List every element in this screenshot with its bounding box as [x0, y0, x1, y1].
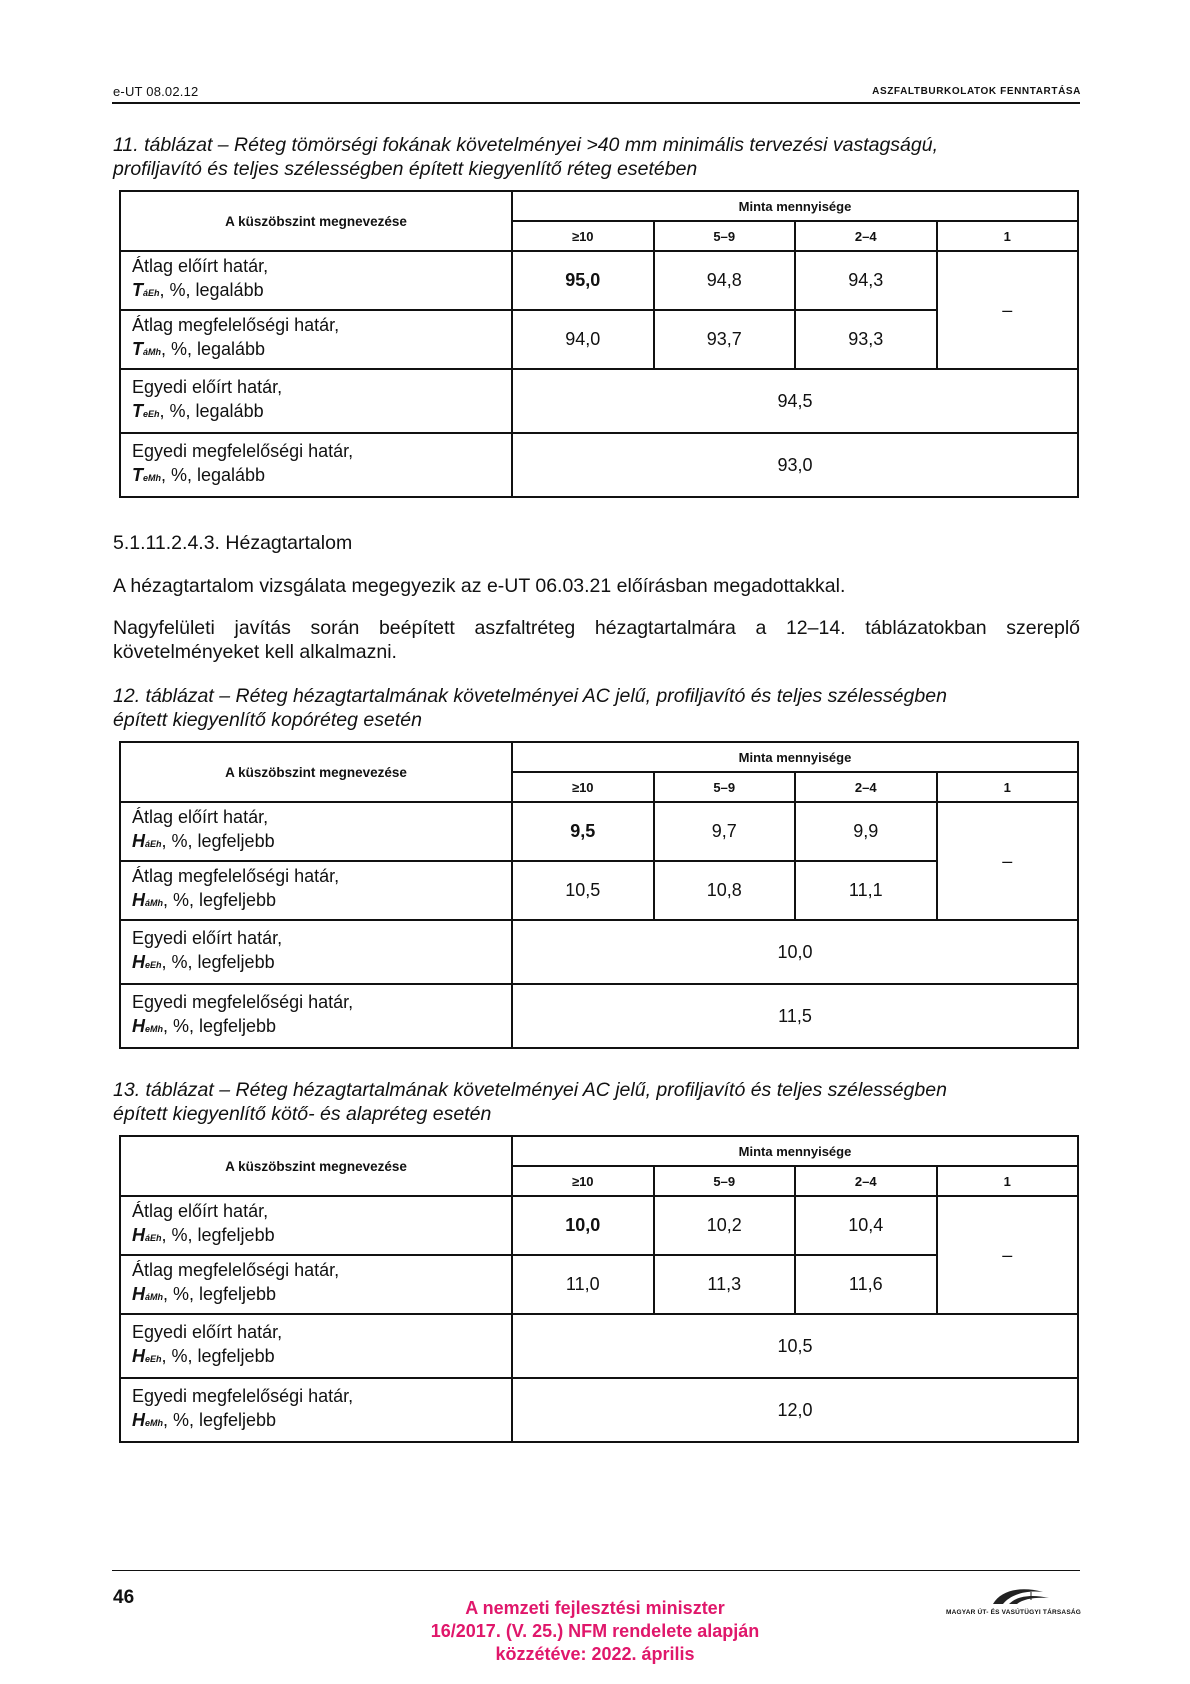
- col-header: 1: [937, 1166, 1079, 1196]
- col-header: 1: [937, 772, 1079, 802]
- table-cell: 12,0: [512, 1378, 1078, 1442]
- table-cell: 11,3: [654, 1255, 796, 1314]
- table-11: [119, 190, 1079, 498]
- row-label: Egyedi előírt határ, HeEh, %, legfeljebb: [120, 920, 512, 984]
- row-label: Átlag megfelelőségi határ, TáMh, %, legalább: [120, 310, 512, 369]
- caption-line: 12. táblázat – Réteg hézagtartalmának követelményei AC jelű, profiljavító és teljes szélességben: [113, 685, 947, 707]
- table-row: [120, 1255, 1078, 1314]
- name-header: A küszöbszint megnevezése: [120, 191, 512, 251]
- dash-cell: –: [937, 1196, 1079, 1314]
- paragraph: A hézagtartalom vizsgálata megegyezik az e-UT 06.03.21 előírásban megadottakkal.: [113, 575, 846, 597]
- row-label: Átlag megfelelőségi határ, HáMh, %, legfeljebb: [120, 1255, 512, 1314]
- table-11-caption: [113, 133, 1073, 181]
- table-row: [120, 310, 1078, 369]
- table-row: [120, 861, 1078, 920]
- table-row: [120, 1378, 1078, 1442]
- row-label: Átlag előírt határ, HáEh, %, legfeljebb: [120, 802, 512, 861]
- table-cell: 10,2: [654, 1196, 796, 1255]
- table-cell: 94,8: [654, 251, 796, 310]
- group-header: Minta mennyisége: [512, 742, 1078, 772]
- col-header: 2–4: [795, 1166, 937, 1196]
- table-cell: 11,5: [512, 984, 1078, 1048]
- row-label: Egyedi előírt határ, TeEh, %, legalább: [120, 369, 512, 433]
- table-cell: 11,0: [512, 1255, 654, 1314]
- table-cell: 10,0: [512, 920, 1078, 984]
- col-header: ≥10: [512, 1166, 654, 1196]
- col-header: 2–4: [795, 221, 937, 251]
- footer-divider: [112, 1570, 1080, 1571]
- society-logo: [931, 1578, 1081, 1618]
- row-label: Egyedi megfelelőségi határ, TeMh, %, legalább: [120, 433, 512, 497]
- table-cell: 94,0: [512, 310, 654, 369]
- name-header: A küszöbszint megnevezése: [120, 1136, 512, 1196]
- dash-cell: –: [937, 802, 1079, 920]
- table-row: [120, 920, 1078, 984]
- col-header: 5–9: [654, 221, 796, 251]
- table-cell: 10,5: [512, 861, 654, 920]
- col-header: 2–4: [795, 772, 937, 802]
- row-label: Átlag megfelelőségi határ, HáMh, %, legfeljebb: [120, 861, 512, 920]
- section-heading: 5.1.11.2.4.3. Hézagtartalom: [113, 532, 353, 554]
- table-cell: 9,5: [512, 802, 654, 861]
- row-label: Egyedi előírt határ, HeEh, %, legfeljebb: [120, 1314, 512, 1378]
- table-cell: 11,1: [795, 861, 937, 920]
- table-row: [120, 369, 1078, 433]
- name-header: A küszöbszint megnevezése: [120, 742, 512, 802]
- table-cell: 93,0: [512, 433, 1078, 497]
- col-header: ≥10: [512, 221, 654, 251]
- caption-line: profiljavító és teljes szélességben épített kiegyenlítő réteg esetében: [113, 158, 698, 180]
- group-header: Minta mennyisége: [512, 191, 1078, 221]
- row-label: Átlag előírt határ, HáEh, %, legfeljebb: [120, 1196, 512, 1255]
- table-12-caption: [113, 684, 1073, 732]
- table-13: [119, 1135, 1079, 1443]
- publication-note-line: közzétéve: 2022. április: [495, 1644, 695, 1664]
- table-cell: 94,3: [795, 251, 937, 310]
- row-label: Egyedi megfelelőségi határ, HeMh, %, legfeljebb: [120, 984, 512, 1048]
- caption-line: 11. táblázat – Réteg tömörségi fokának követelményei >40 mm minimális tervezési vastagságú,: [113, 134, 938, 156]
- publication-note-line: 16/2017. (V. 25.) NFM rendelete alapján: [430, 1621, 760, 1641]
- page-number: 46: [113, 1587, 135, 1608]
- table-row: [120, 1314, 1078, 1378]
- publication-note-line: A nemzeti fejlesztési miniszter: [465, 1598, 725, 1618]
- row-label: Átlag előírt határ, TáEh, %, legalább: [120, 251, 512, 310]
- table-cell: 10,4: [795, 1196, 937, 1255]
- table-row: [120, 802, 1078, 861]
- col-header: 5–9: [654, 772, 796, 802]
- row-label: Egyedi megfelelőségi határ, HeMh, %, legfeljebb: [120, 1378, 512, 1442]
- table-cell: 9,7: [654, 802, 796, 861]
- table-cell: 10,8: [654, 861, 796, 920]
- dash-cell: –: [937, 251, 1079, 369]
- caption-line: épített kiegyenlítő kötő- és alapréteg esetén: [113, 1103, 492, 1125]
- group-header: Minta mennyisége: [512, 1136, 1078, 1166]
- table-cell: 10,5: [512, 1314, 1078, 1378]
- table-cell: 11,6: [795, 1255, 937, 1314]
- table-cell: 93,3: [795, 310, 937, 369]
- table-row: [120, 984, 1078, 1048]
- caption-line: 13. táblázat – Réteg hézagtartalmának követelményei AC jelű, profiljavító és teljes szélességben: [113, 1079, 947, 1101]
- table-row: [120, 1196, 1078, 1255]
- header-doc-code: e-UT 08.02.12: [113, 84, 199, 99]
- paragraph: Nagyfelületi javítás során beépített aszfaltréteg hézagtartalmára a 12–14. táblázatokban szereplő követelményeket kell alkalmazni.: [113, 617, 1080, 663]
- logo-text: MAGYAR ÚT- ÉS VASÚTÜGYI TÁRSASÁG: [946, 1609, 1081, 1616]
- table-cell: 10,0: [512, 1196, 654, 1255]
- table-cell: 93,7: [654, 310, 796, 369]
- header-doc-title: ASZFALTBURKOLATOK FENNTARTÁSA: [872, 86, 1081, 97]
- header-divider: [112, 102, 1080, 104]
- table-13-caption: [113, 1078, 1073, 1126]
- table-cell: 9,9: [795, 802, 937, 861]
- col-header: 5–9: [654, 1166, 796, 1196]
- col-header: 1: [937, 221, 1079, 251]
- col-header: ≥10: [512, 772, 654, 802]
- table-row: [120, 251, 1078, 310]
- caption-line: épített kiegyenlítő kopóréteg esetén: [113, 709, 422, 731]
- publication-note: [395, 1597, 795, 1666]
- table-row: [120, 433, 1078, 497]
- table-cell: 94,5: [512, 369, 1078, 433]
- table-12: [119, 741, 1079, 1049]
- table-cell: 95,0: [512, 251, 654, 310]
